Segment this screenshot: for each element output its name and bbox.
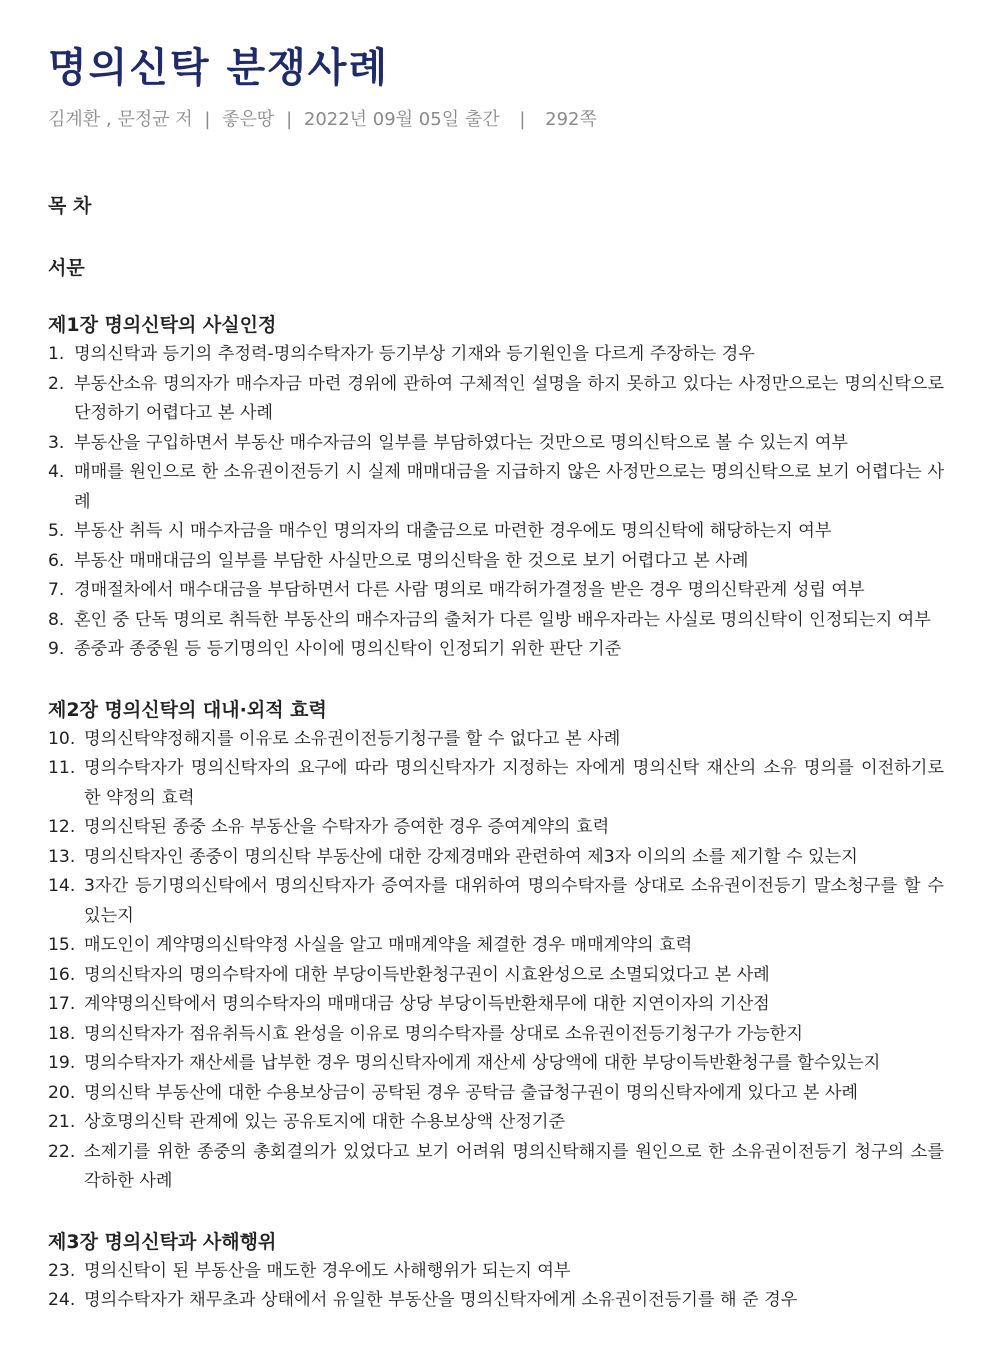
item-text: 부동산 매매대금의 일부를 부담한 사실만으로 명의신탁을 한 것으로 보기 어렵다고 본 사례 [74, 550, 749, 571]
item-number: 19. [48, 1053, 76, 1073]
item-text: 혼인 중 단독 명의로 취득한 부동산의 매수자금의 출처가 다른 일방 배우자라는 사실로 명의신탁이 인정되는지 여부 [74, 609, 931, 630]
book-pages: 292쪽 [545, 109, 597, 130]
item-text: 상호명의신탁 관계에 있는 공유토지에 대한 수용보상액 산정기준 [84, 1112, 566, 1132]
item-number: 21. [48, 1112, 76, 1132]
item-text: 계약명의신탁에서 명의수탁자의 매매대금 상당 부당이득반환채무에 대한 지연이자의 기산점 [84, 994, 770, 1014]
item-text: 3자간 등기명의신탁에서 명의신탁자가 증여자를 대위하여 명의수탁자를 상대로 소유권이전등기 말소청구를 할 수 있는지 [84, 876, 944, 926]
book-title: 명의신탁 분쟁사례 [48, 45, 390, 91]
item-text: 종중과 종중원 등 등기명의인 사이에 명의신탁이 인정되기 위한 판단 기준 [74, 639, 622, 659]
list-item [48, 458, 944, 517]
chapter-title: 제1장 명의신탁의 사실인정 [48, 314, 277, 336]
item-number: 18. [48, 1023, 76, 1044]
item-text: 부동산 취득 시 매수자금을 매수인 명의자의 대출금으로 마련한 경우에도 명의신탁에 해당하는지 여부 [74, 521, 832, 541]
item-text: 명의신탁 부동산에 대한 수용보상금이 공탁된 경우 공탁금 출급청구권이 명의신탁자에게 있다고 본 사례 [84, 1082, 859, 1103]
item-text: 명의신탁자인 종중이 명의신탁 부동산에 대한 강제경매와 관련하여 제3자 이의의 소를 제기할 수 있는지 [84, 846, 858, 867]
item-number: 11. [48, 758, 76, 778]
item-text: 소제기를 위한 종중의 총회결의가 있었다고 보기 어려워 명의신탁해지를 원인으로 한 소유권이전등기 청구의 소를 각하한 사례 [84, 1141, 944, 1191]
item-number: 14. [48, 876, 76, 896]
list-item [48, 340, 944, 370]
item-number: 6. [48, 550, 65, 571]
book-date: 2022년 09월 05일 출간 [303, 109, 500, 130]
item-text: 매매를 원인으로 한 소유권이전등기 시 실제 매매대금을 지급하지 않은 사정만으로는 명의신탁으로 보기 어렵다는 사례 [74, 462, 944, 512]
chapter-2 [48, 697, 944, 1197]
meta-separator: | [286, 109, 293, 130]
item-number: 16. [48, 964, 76, 985]
list-item [48, 1286, 944, 1316]
item-text: 명의신탁자가 점유취득시효 완성을 이유로 명의수탁자를 상대로 소유권이전등기청구가 가능한지 [84, 1023, 803, 1044]
list-item [48, 635, 944, 665]
item-text: 부동산을 구입하면서 부동산 매수자금의 일부를 부담하였다는 것만으로 명의신탁으로 볼 수 있는지 여부 [74, 432, 849, 453]
list-item [48, 517, 944, 547]
item-text: 명의신탁자의 명의수탁자에 대한 부당이득반환청구권이 시효완성으로 소멸되었다고 본 사례 [84, 964, 770, 985]
list-item [48, 931, 944, 961]
item-number: 15. [48, 935, 76, 955]
item-text: 부동산소유 명의자가 매수자금 마련 경위에 관하여 구체적인 설명을 하지 못하고 있다는 사정만으로는 명의신탁으로 단정하기 어렵다고 본 사례 [74, 373, 944, 423]
item-number: 23. [48, 1260, 76, 1281]
list-item [48, 813, 944, 843]
list-item [48, 754, 944, 813]
item-text: 매도인이 계약명의신탁약정 사실을 알고 매매계약을 체결한 경우 매매계약의 효력 [84, 935, 693, 955]
list-item [48, 843, 944, 873]
item-number: 2. [48, 373, 65, 394]
item-text: 명의신탁과 등기의 추정력-명의수탁자가 등기부상 기재와 등기원인을 다르게 주장하는 경우 [74, 344, 755, 364]
item-number: 12. [48, 817, 76, 837]
chapter-1 [48, 312, 944, 665]
list-item [48, 1108, 944, 1138]
item-number: 3. [48, 432, 65, 453]
list-item [48, 576, 944, 606]
item-text: 명의수탁자가 채무초과 상태에서 유일한 부동산을 명의신탁자에게 소유권이전등기를 해 준 경우 [84, 1290, 798, 1310]
book-publisher: 좋은땅 [222, 109, 275, 130]
chapter-item-list [48, 340, 944, 665]
item-number: 13. [48, 846, 76, 867]
item-text: 명의신탁이 된 부동산을 매도한 경우에도 사해행위가 되는지 여부 [84, 1260, 571, 1281]
item-number: 9. [48, 639, 65, 659]
meta-separator: | [519, 109, 526, 130]
list-item [48, 990, 944, 1020]
list-item [48, 1257, 944, 1287]
list-item [48, 1138, 944, 1197]
toc-preface: 서문 [48, 257, 85, 279]
item-number: 8. [48, 609, 65, 630]
book-meta [48, 108, 944, 132]
item-number: 5. [48, 521, 65, 541]
chapter-title: 제3장 명의신탁과 사해행위 [48, 1230, 277, 1253]
item-number: 24. [48, 1290, 76, 1310]
meta-separator: | [204, 109, 211, 130]
list-item [48, 1049, 944, 1079]
list-item [48, 1079, 944, 1109]
item-text: 명의수탁자가 명의신탁자의 요구에 따라 명의신탁자가 지정하는 자에게 명의신탁 재산의 소유 명의를 이전하기로 한 약정의 효력 [84, 758, 944, 808]
book-authors: 김계환 , 문정균 저 [48, 109, 193, 130]
item-number: 7. [48, 580, 65, 600]
item-number: 10. [48, 728, 76, 749]
item-number: 4. [48, 462, 65, 482]
item-text: 명의수탁자가 재산세를 납부한 경우 명의신탁자에게 재산세 상당액에 대한 부당이득반환청구를 할수있는지 [84, 1053, 881, 1073]
list-item [48, 961, 944, 991]
item-text: 명의신탁약정해지를 이유로 소유권이전등기청구를 할 수 없다고 본 사례 [84, 728, 621, 749]
item-number: 17. [48, 994, 76, 1014]
item-text: 경매절차에서 매수대금을 부담하면서 다른 사람 명의로 매각허가결정을 받은 경우 명의신탁관계 성립 여부 [74, 580, 865, 600]
list-item [48, 370, 944, 429]
item-text: 명의신탁된 종중 소유 부동산을 수탁자가 증여한 경우 증여계약의 효력 [84, 817, 610, 837]
item-number: 22. [48, 1141, 76, 1162]
chapter-item-list [48, 1257, 944, 1316]
list-item [48, 429, 944, 459]
item-number: 1. [48, 344, 65, 364]
chapter-title: 제2장 명의신탁의 대내·외적 효력 [48, 698, 327, 721]
chapter-item-list [48, 725, 944, 1197]
item-number: 20. [48, 1082, 76, 1103]
list-item [48, 725, 944, 755]
list-item [48, 872, 944, 931]
list-item [48, 1020, 944, 1050]
list-item [48, 606, 944, 636]
toc-heading: 목 차 [48, 195, 92, 217]
chapter-3 [48, 1229, 944, 1316]
list-item [48, 547, 944, 577]
